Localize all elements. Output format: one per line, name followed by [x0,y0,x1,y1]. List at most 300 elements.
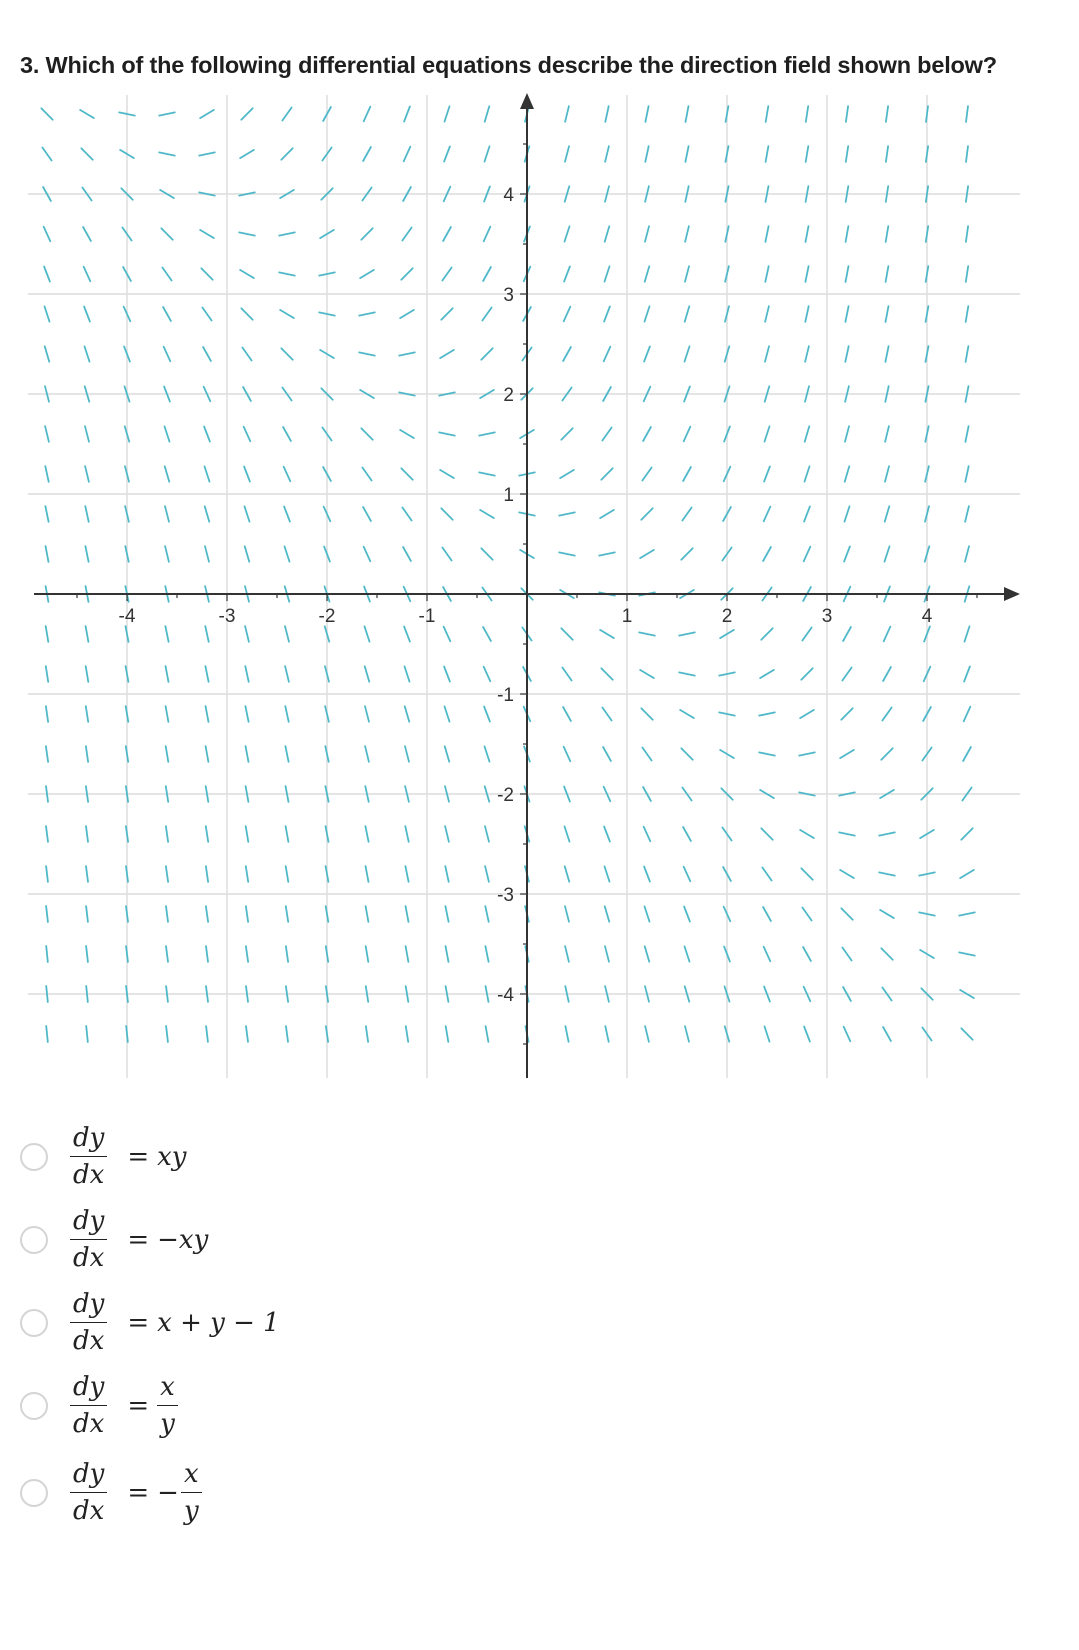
slope-segment [964,707,971,722]
slope-segment [46,746,48,762]
slope-segment [641,508,652,519]
question-title [20,52,1075,79]
slope-segment [46,626,49,642]
slope-segment [961,1028,972,1039]
slope-segment [85,426,89,441]
slope-segment [682,508,691,521]
slope-segment [46,706,48,722]
slope-segment [560,470,574,478]
slope-segment [286,946,288,962]
slope-segment [561,628,572,639]
slope-segment [604,827,610,842]
slope-segment [886,186,888,202]
slope-segment [844,1027,851,1042]
slope-segment [681,548,692,559]
slope-segment [845,466,850,481]
equation-e: $\frac{dy}{dx}$ = − $\frac{x}{y}$ [70,1461,202,1524]
slope-segment [645,1026,649,1042]
slope-segment [603,747,611,761]
grid-lines [28,95,1020,1078]
radio-button-c[interactable] [20,1309,48,1337]
slope-segment [883,1027,891,1041]
slope-segment [846,106,848,122]
slope-segment [679,672,695,675]
slope-segment [159,112,175,115]
slope-segment [761,628,772,639]
equation-a: $\frac{dy}{dx}$ = xy [70,1125,187,1188]
slope-segment [685,226,689,242]
slope-segment [445,106,450,121]
slope-segment [926,226,928,242]
slope-segment [926,146,928,162]
slope-segment [965,546,969,561]
slope-segment [205,546,209,561]
slope-segment [286,986,288,1002]
slope-segment [805,306,808,322]
slope-segment [963,747,971,761]
slope-segment [685,346,690,361]
slope-segment [165,546,169,562]
slope-segment [364,547,371,562]
slope-segment [165,426,170,441]
slope-segment [759,712,775,715]
slope-segment [601,668,612,679]
radio-button-e[interactable] [20,1479,48,1507]
slope-segment [965,466,968,482]
slope-segment [284,507,290,522]
slope-segment [282,108,291,121]
slope-segment [166,906,168,922]
slope-segment [166,946,168,962]
slope-segment [965,506,969,522]
slope-segment [481,548,492,559]
slope-segment [441,508,452,519]
slope-segment [84,307,90,322]
slope-segment [763,907,771,921]
radio-button-d[interactable] [20,1392,48,1420]
slope-segment [165,626,168,642]
slope-segment [964,667,970,682]
slope-segment [765,266,768,282]
slope-segment [805,466,810,481]
slope-segment [326,906,329,922]
slope-segment [45,466,48,482]
slope-segment [286,826,289,842]
slope-segment [166,666,169,682]
slope-segment [245,546,250,561]
slope-segment [966,306,969,322]
slope-segment [443,227,451,241]
slope-segment [605,146,609,162]
slope-segment [206,866,208,882]
option-e[interactable] [20,1461,202,1524]
slope-segment [805,266,808,282]
slope-segment [880,910,894,918]
slope-segment [685,306,690,321]
slope-segment [206,1026,208,1042]
slope-segment [644,347,650,362]
slope-segment [205,466,210,481]
slope-segment [280,310,294,318]
slope-segment [166,986,168,1002]
slope-segment [642,468,651,481]
slope-segment [86,946,88,962]
y-tick-label: -3 [497,885,514,906]
slope-segment [802,628,811,641]
slope-segment [841,908,852,919]
slope-segment [166,746,169,762]
slope-segment [365,706,369,721]
slope-segment [126,786,128,802]
slope-segment [605,226,610,241]
slope-segment [206,826,208,842]
slope-segment [440,350,454,358]
slope-segment [441,308,452,319]
slope-segment [326,986,328,1002]
option-c[interactable] [20,1291,280,1354]
slope-segment [684,907,690,922]
slope-segment [805,346,809,362]
slope-segment [604,347,611,362]
slope-segment [885,546,890,561]
slope-segment [481,348,492,359]
slope-segment [885,426,889,442]
slope-segment [86,666,89,682]
slope-segment [561,428,572,439]
radio-button-a[interactable] [20,1143,48,1171]
slope-segment [563,347,571,361]
slope-segment [966,266,968,282]
slope-segment [760,670,774,678]
slope-segment [485,826,489,841]
slope-segment [246,1026,248,1042]
slope-segment [485,746,490,761]
slope-segment [45,306,50,321]
slope-segment [446,1026,449,1042]
slope-segment [200,110,214,118]
slope-segment [201,268,212,279]
slope-segment [804,1027,810,1042]
slope-segment [202,308,211,321]
slope-segment [444,667,450,682]
slope-segment [565,906,569,921]
slope-segment [86,746,88,762]
slope-segment [846,266,849,282]
slope-segment [645,106,648,122]
equation-b: $\frac{dy}{dx}$ = −xy [70,1208,208,1271]
slope-segment [846,226,849,242]
slope-segment [246,866,248,882]
equation-c: $\frac{dy}{dx}$ = x + y − 1 [70,1291,280,1354]
slope-segment [86,826,88,842]
slope-segment [399,352,415,355]
y-tick-label: 2 [503,385,514,406]
slope-segment [246,746,249,762]
slope-segment [645,266,650,281]
slope-segment [45,506,48,522]
slope-segment [444,627,451,642]
slope-segment [842,948,851,961]
slope-segment [564,747,571,762]
slope-segment [46,866,48,882]
slope-segment [565,826,570,841]
slope-segment [885,506,890,521]
slope-segment [161,228,172,239]
slope-segment [764,507,771,522]
slope-segment [886,266,889,282]
slope-segment [559,512,575,515]
slope-segment [241,108,252,119]
y-tick-label: -2 [497,785,514,806]
slope-segment [799,752,815,755]
slope-segment [439,432,455,435]
slope-segment [840,750,854,758]
slope-segment [363,507,371,521]
equation-e-rhs: $\frac{x}{y}$ [181,1461,202,1524]
slope-segment [46,546,49,562]
slope-segment [960,870,974,878]
slope-segment [366,946,369,962]
slope-segment [685,266,689,281]
x-tick-label: 3 [821,606,833,627]
slope-segment [285,746,288,762]
slope-segment [482,308,491,321]
slope-segment [886,226,889,242]
slope-segment [401,468,412,479]
equation-b-rhs: −xy [157,1224,209,1255]
x-tick-label: -2 [318,606,336,627]
slope-segment [966,106,968,122]
slope-segment [644,827,651,842]
slope-segment [599,552,615,555]
slope-segment [46,1026,48,1042]
slope-segment [643,427,651,441]
slope-segment [85,466,89,482]
slope-segment [83,227,91,241]
slope-segment [685,946,690,961]
slope-segment [283,427,291,441]
slope-segment [966,146,968,162]
slope-segment [402,508,411,521]
slope-segment [281,348,292,359]
y-tick-label: -4 [497,985,514,1006]
slope-segment [361,228,372,239]
slope-segment [326,946,328,962]
slope-segment [44,227,51,242]
slope-segment [445,706,450,721]
slope-segment [800,830,814,838]
slope-segment [366,986,368,1002]
slope-segment [680,710,694,718]
slope-segment [366,1026,368,1042]
slope-segment [205,626,208,642]
slope-segment [806,146,809,162]
slope-segment [479,432,495,435]
slope-segment [206,946,208,962]
slope-segment [600,510,614,518]
slope-segment [445,746,450,761]
slope-segment [805,426,810,441]
direction-field-plot [0,92,1030,1084]
slope-segment [80,110,94,118]
x-axis-arrow-icon [1004,587,1020,601]
slope-segment [126,826,128,842]
slope-segment [605,266,610,281]
slope-segment [845,426,849,441]
slope-segment [166,786,168,802]
slope-segment [766,106,769,122]
slope-segment [486,1026,489,1042]
slope-segment [841,708,852,719]
slope-segment [285,626,289,641]
slope-segment [240,150,254,158]
slope-segment [45,426,49,442]
slope-segment [483,267,491,281]
slope-segment [562,668,571,681]
radio-button-b[interactable] [20,1226,48,1254]
question-number: 3. [20,52,40,78]
slope-segment [965,626,970,641]
slope-segment [286,1026,288,1042]
slope-segment [926,266,929,282]
coordinate-axes [34,93,1020,1078]
slope-segment [563,707,571,721]
slope-segment [245,666,248,682]
slope-segment [879,872,895,875]
slope-segment [362,468,371,481]
slope-segment [846,186,849,202]
x-tick-label: -4 [118,606,136,627]
slope-segment [246,826,249,842]
slope-segment [605,106,608,122]
slope-segment [404,107,410,122]
slope-segment [886,106,888,122]
option-a[interactable] [20,1125,187,1188]
slope-segment [484,227,491,242]
slope-segment [645,906,650,921]
x-tick-label: 4 [921,606,933,627]
slope-segment [403,547,411,561]
slope-segment [45,346,50,361]
slope-segment [686,106,689,122]
slope-segment [86,1026,88,1042]
slope-segment [601,468,612,479]
slope-segment [564,307,571,322]
slope-segment [446,946,449,962]
equation-d: $\frac{dy}{dx}$ = $\frac{x}{y}$ [70,1374,178,1437]
slope-segment [360,270,374,278]
slope-segment [200,230,214,238]
slope-segment [166,1026,168,1042]
slope-segment [763,547,771,561]
slope-segment [565,226,570,241]
slope-segment [206,786,209,802]
slope-segment [285,666,289,682]
slope-segment [480,510,494,518]
slope-segment [840,870,854,878]
slope-segment [565,106,569,122]
slope-segment [765,426,770,441]
slope-segment [405,826,408,842]
slope-segment [245,626,249,642]
slope-segment [406,986,409,1002]
slope-segment [365,626,370,641]
slope-segment [761,828,772,839]
slope-segment [166,706,169,722]
slope-segment [284,467,291,482]
slope-segment [640,550,654,558]
slope-segment [41,108,52,119]
slope-segment [801,668,812,679]
slope-segment [485,146,490,161]
slope-segment [406,1026,408,1042]
slope-segment [46,826,48,842]
slope-segment [404,147,411,162]
slope-segment [206,746,209,762]
slope-segment [159,152,175,155]
option-d[interactable] [20,1374,178,1437]
slope-segment [564,267,570,282]
slope-segment [602,428,611,441]
slope-segment [965,426,968,442]
slope-segment [600,630,614,638]
slope-segment [239,232,255,235]
slope-segment [802,908,811,921]
slope-segment [162,268,171,281]
slope-segment [806,106,808,122]
x-tick-label: 2 [721,606,733,627]
slope-segment [842,668,851,681]
slope-segment [845,306,848,322]
slope-segment [442,268,451,281]
slope-segment [845,506,850,521]
slope-segment [199,152,215,155]
slope-segment [683,827,691,841]
slope-segment [926,186,928,202]
slope-segment [206,986,208,1002]
slope-segment [559,552,575,555]
slope-segment [86,906,88,922]
slope-segment [879,832,895,835]
slope-segment [882,708,891,721]
slope-segment [46,666,48,682]
slope-segment [85,506,88,522]
slope-segment [205,506,210,521]
slope-segment [565,866,570,881]
y-tick-label: 1 [503,485,514,506]
slope-segment [46,986,48,1002]
x-tick-label: -3 [218,606,236,627]
slope-segment [765,346,769,361]
slope-segment [85,346,90,361]
slope-segment [885,466,889,481]
slope-segment [86,866,88,882]
slope-segment [126,746,128,762]
slope-segment [639,632,655,635]
slope-segment [485,946,488,962]
slope-segment [444,147,450,162]
x-tick-label: -1 [418,606,436,627]
slope-segment [886,306,889,322]
slope-segment [642,748,651,761]
slope-segment [640,670,654,678]
slope-segment [959,952,975,955]
slope-segment [759,752,775,755]
slope-segment [363,147,371,161]
option-b[interactable] [20,1208,208,1271]
slope-segment [484,667,491,682]
slope-segment [246,906,248,922]
